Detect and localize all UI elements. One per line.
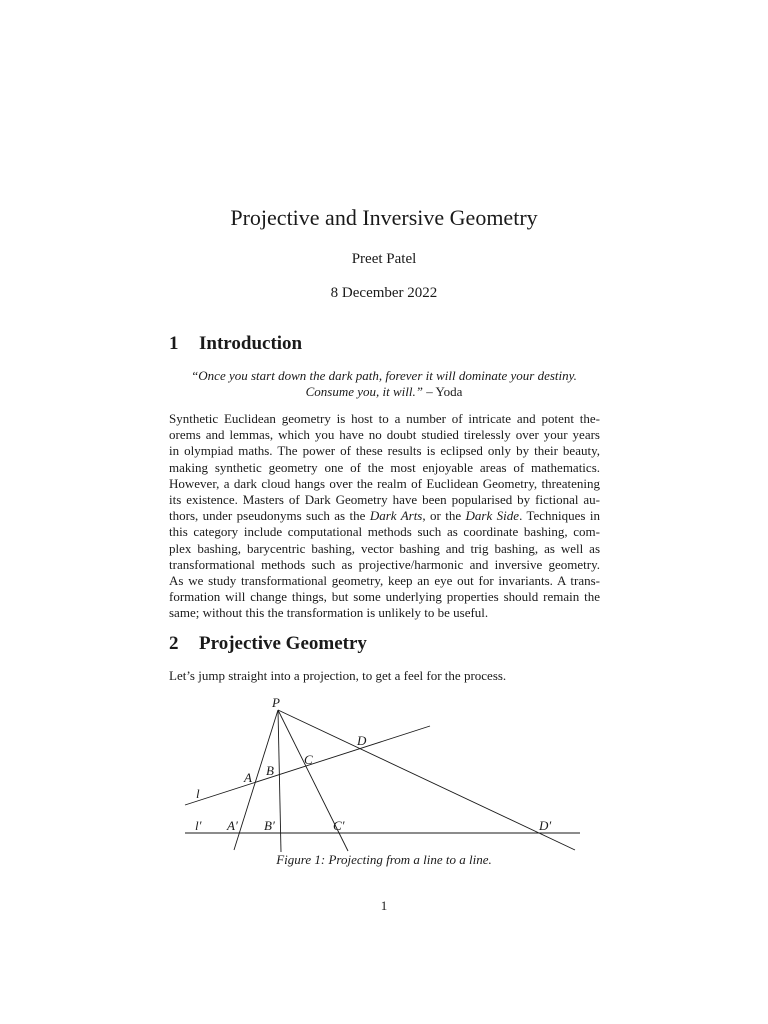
label-A: A xyxy=(244,770,252,785)
italic-dark-side: Dark Side xyxy=(465,508,520,524)
paper-title: Projective and Inversive Geometry xyxy=(230,205,538,230)
paragraph-line: formation will change things, but some underlying properties should remain the xyxy=(169,589,600,605)
paper-date: 8 December 2022 xyxy=(330,285,438,301)
paragraph-line: in olympiad maths. The power of these results is eclipsed only by their beauty, xyxy=(169,443,600,459)
label-l-prime: l′ xyxy=(195,818,202,833)
paragraph-line: this category include computational methods such as coordinate bashing, com- xyxy=(169,524,600,540)
label-l: l xyxy=(196,786,200,801)
paragraph-line: its existence. Masters of Dark Geometry have been popularised by fictional au- xyxy=(169,492,600,508)
label-A-prime: A′ xyxy=(227,818,238,833)
label-B-prime: B′ xyxy=(264,818,275,833)
line-PD xyxy=(278,710,575,850)
line-PB xyxy=(278,710,281,852)
section-number: 1 xyxy=(169,333,179,354)
epigraph-quote xyxy=(169,368,599,400)
label-D: D xyxy=(357,733,367,748)
section-number: 2 xyxy=(169,633,179,654)
paragraph-line: Synthetic Euclidean geometry is host to a number of intricate and potent the- xyxy=(169,411,600,426)
label-C: C xyxy=(304,752,313,767)
label-D-prime: D′ xyxy=(539,818,552,833)
quote-line-2: Consume you, it will.” xyxy=(305,384,423,399)
section-heading-projective-geometry xyxy=(169,633,367,655)
paragraph-line: However, a dark cloud hangs over the realm of Euclidean Geometry, threatening xyxy=(169,475,600,491)
section-title: Projective Geometry xyxy=(199,633,367,654)
paragraph-line: transformational methods such as projective/harmonic and inversive geometry. xyxy=(169,556,600,572)
section-title: Introduction xyxy=(199,333,303,354)
line-segment: . Techniques in xyxy=(519,508,601,524)
quote-line-1: “Once you start down the dark path, forever it will dominate your destiny. xyxy=(191,368,577,383)
intro-paragraph xyxy=(169,411,600,622)
section-heading-introduction xyxy=(169,333,302,355)
paper-author: Preet Patel xyxy=(351,251,417,267)
figure-caption: Figure 1: Projecting from a line to a line. xyxy=(276,852,492,867)
projective-intro-paragraph xyxy=(169,668,600,684)
paragraph-line: making synthetic geometry one of the most enjoyable areas of mathematics. xyxy=(169,459,600,475)
label-P: P xyxy=(272,695,280,710)
page-number: 1 xyxy=(380,898,388,913)
paragraph-line: orems and lemmas, which you have no doubt studied tirelessly over your years xyxy=(169,427,600,443)
label-B: B xyxy=(266,763,274,778)
line-segment: , or the xyxy=(422,508,466,524)
quote-attribution: – Yoda xyxy=(423,384,463,399)
line-segment: thors, under pseudonyms such as the xyxy=(169,508,370,524)
label-C-prime: C′ xyxy=(333,818,345,833)
paragraph-line: As we study transformational geometry, keep an eye out for invariants. A trans- xyxy=(169,573,600,589)
italic-dark-arts: Dark Arts xyxy=(369,508,423,524)
projection-figure xyxy=(160,690,600,855)
paragraph-line: Let’s jump straight into a projection, to get a feel for the process. xyxy=(169,668,507,683)
paragraph-line: plex bashing, barycentric bashing, vector bashing and trig bashing, as well as xyxy=(169,540,600,556)
paragraph-line xyxy=(169,508,600,524)
paragraph-line: same; without this the transformation is unlikely to be useful. xyxy=(169,605,489,621)
